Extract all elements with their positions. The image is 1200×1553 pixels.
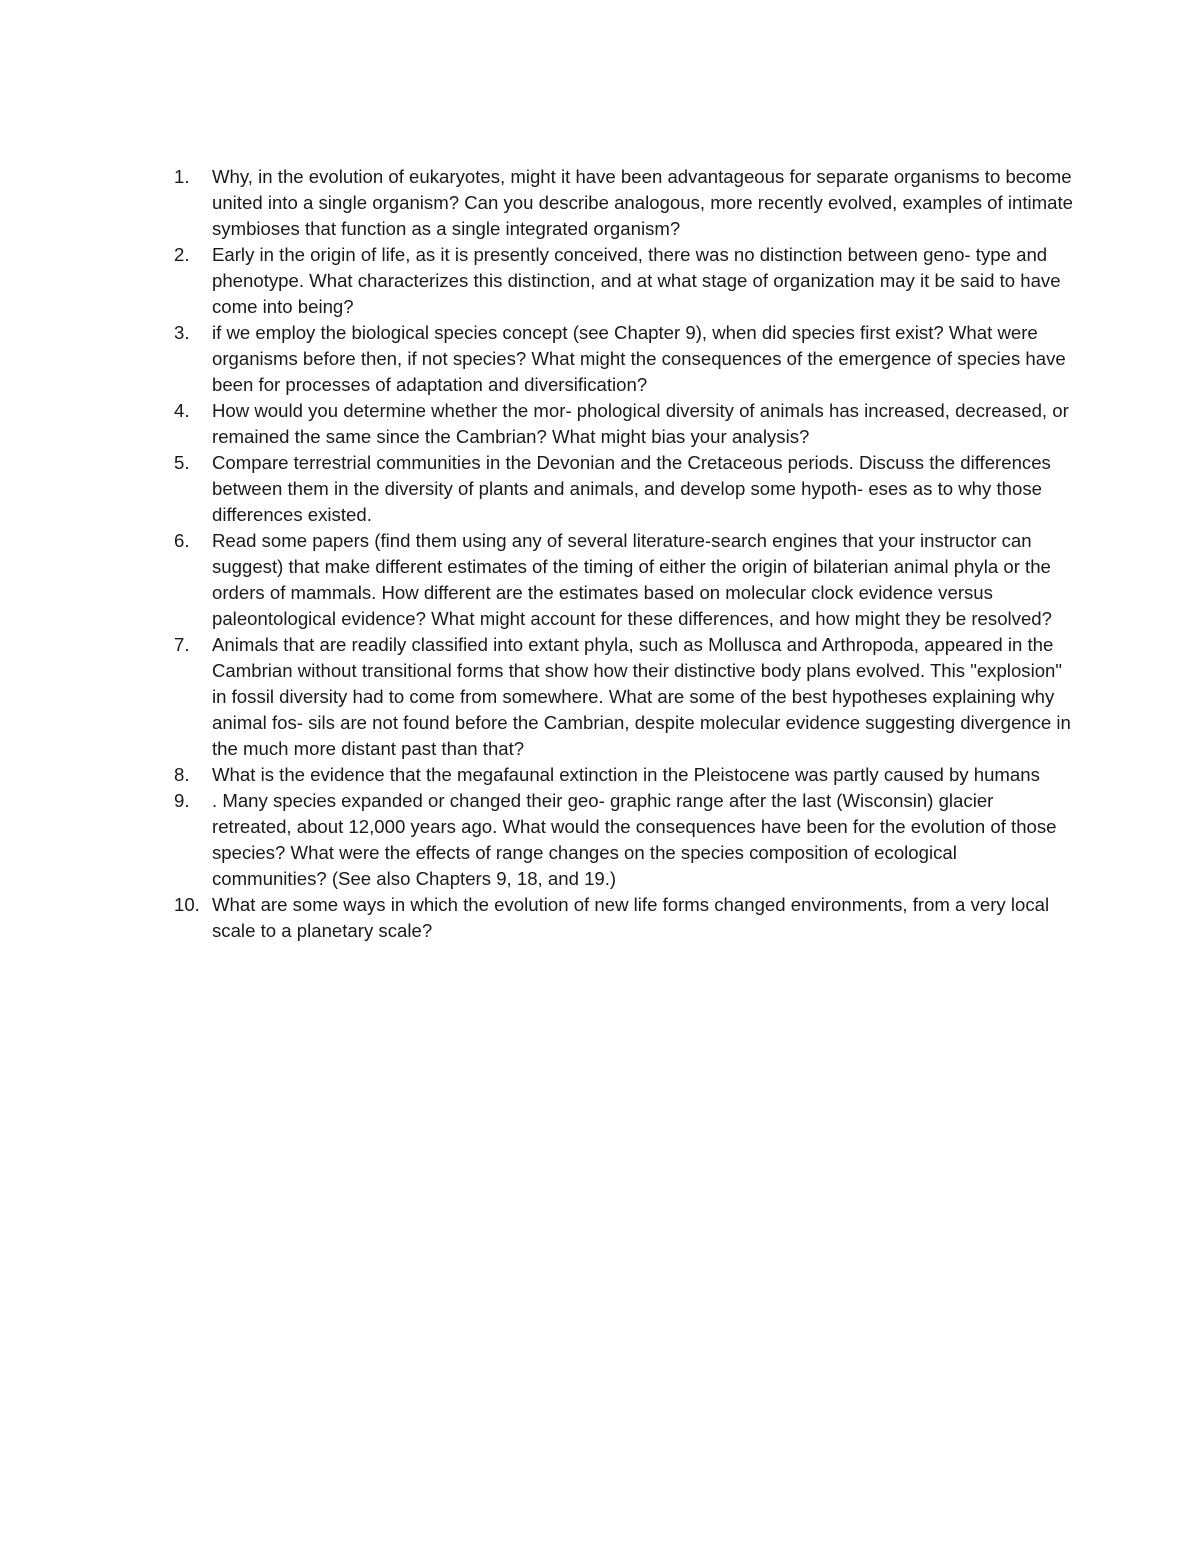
question-text: Why, in the evolution of eukaryotes, might it have been advantageous for separate organisms to become united into a single organism? Can you describe analogous, more recently evolved, examples of intimate symbioses that function as a single integrated organism? (212, 166, 1073, 239)
question-item (174, 788, 1074, 892)
question-item (174, 892, 1074, 944)
question-number: 8. (174, 764, 190, 785)
question-text: What is the evidence that the megafaunal extinction in the Pleistocene was partly caused by humans (212, 764, 1040, 785)
question-item (174, 528, 1074, 632)
question-number: 10. (174, 894, 200, 915)
question-list (174, 164, 1074, 944)
question-text: . Many species expanded or changed their geo- graphic range after the last (Wisconsin) glacier retreated, about 12,000 years ago. What would the consequences have been for the evolution of those species? What were the effects of range changes on the species composition of ecological communities? (See also Chapters 9, 18, and 19.) (212, 790, 1057, 889)
question-number: 6. (174, 530, 190, 551)
question-item (174, 398, 1074, 450)
question-item (174, 164, 1074, 242)
question-text: Animals that are readily classified into extant phyla, such as Mollusca and Arthropoda, appeared in the Cambrian without transitional forms that show how their distinctive body plans evolved. This "explosion" in fossil diversity had to come from somewhere. What are some of the best hypotheses explaining why animal fos- sils are not found before the Cambrian, despite molecular evidence suggesting divergence in the much more distant past than that? (212, 634, 1071, 759)
question-text: if we employ the biological species concept (see Chapter 9), when did species first exist? What were organisms before then, if not species? What might the consequences of the emergence of species have been for processes of adaptation and diversification? (212, 322, 1066, 395)
question-item (174, 762, 1074, 788)
question-text: Early in the origin of life, as it is presently conceived, there was no distinction between geno- type and phenotype. What characterizes this distinction, and at what stage of organization may it be said to have come into being? (212, 244, 1061, 317)
question-number: 9. (174, 790, 190, 811)
question-number: 5. (174, 452, 190, 473)
question-number: 1. (174, 166, 190, 187)
question-item (174, 242, 1074, 320)
question-item (174, 450, 1074, 528)
question-text: How would you determine whether the mor- phological diversity of animals has increased, decreased, or remained the same since the Cambrian? What might bias your analysis? (212, 400, 1069, 447)
question-number: 7. (174, 634, 190, 655)
question-number: 3. (174, 322, 190, 343)
question-text: What are some ways in which the evolution of new life forms changed environments, from a very local scale to a planetary scale? (212, 894, 1050, 941)
question-text: Read some papers (find them using any of several literature-search engines that your instructor can suggest) that make different estimates of the timing of either the origin of bilaterian animal phyla or the orders of mammals. How different are the estimates based on molecular clock evidence versus paleontological evidence? What might account for these differences, and how might they be resolved? (212, 530, 1052, 629)
question-number: 4. (174, 400, 190, 421)
question-item (174, 320, 1074, 398)
question-number: 2. (174, 244, 190, 265)
question-item (174, 632, 1074, 762)
question-text: Compare terrestrial communities in the Devonian and the Cretaceous periods. Discuss the differences between them in the diversity of plants and animals, and develop some hypoth- eses as to why those differences existed. (212, 452, 1051, 525)
